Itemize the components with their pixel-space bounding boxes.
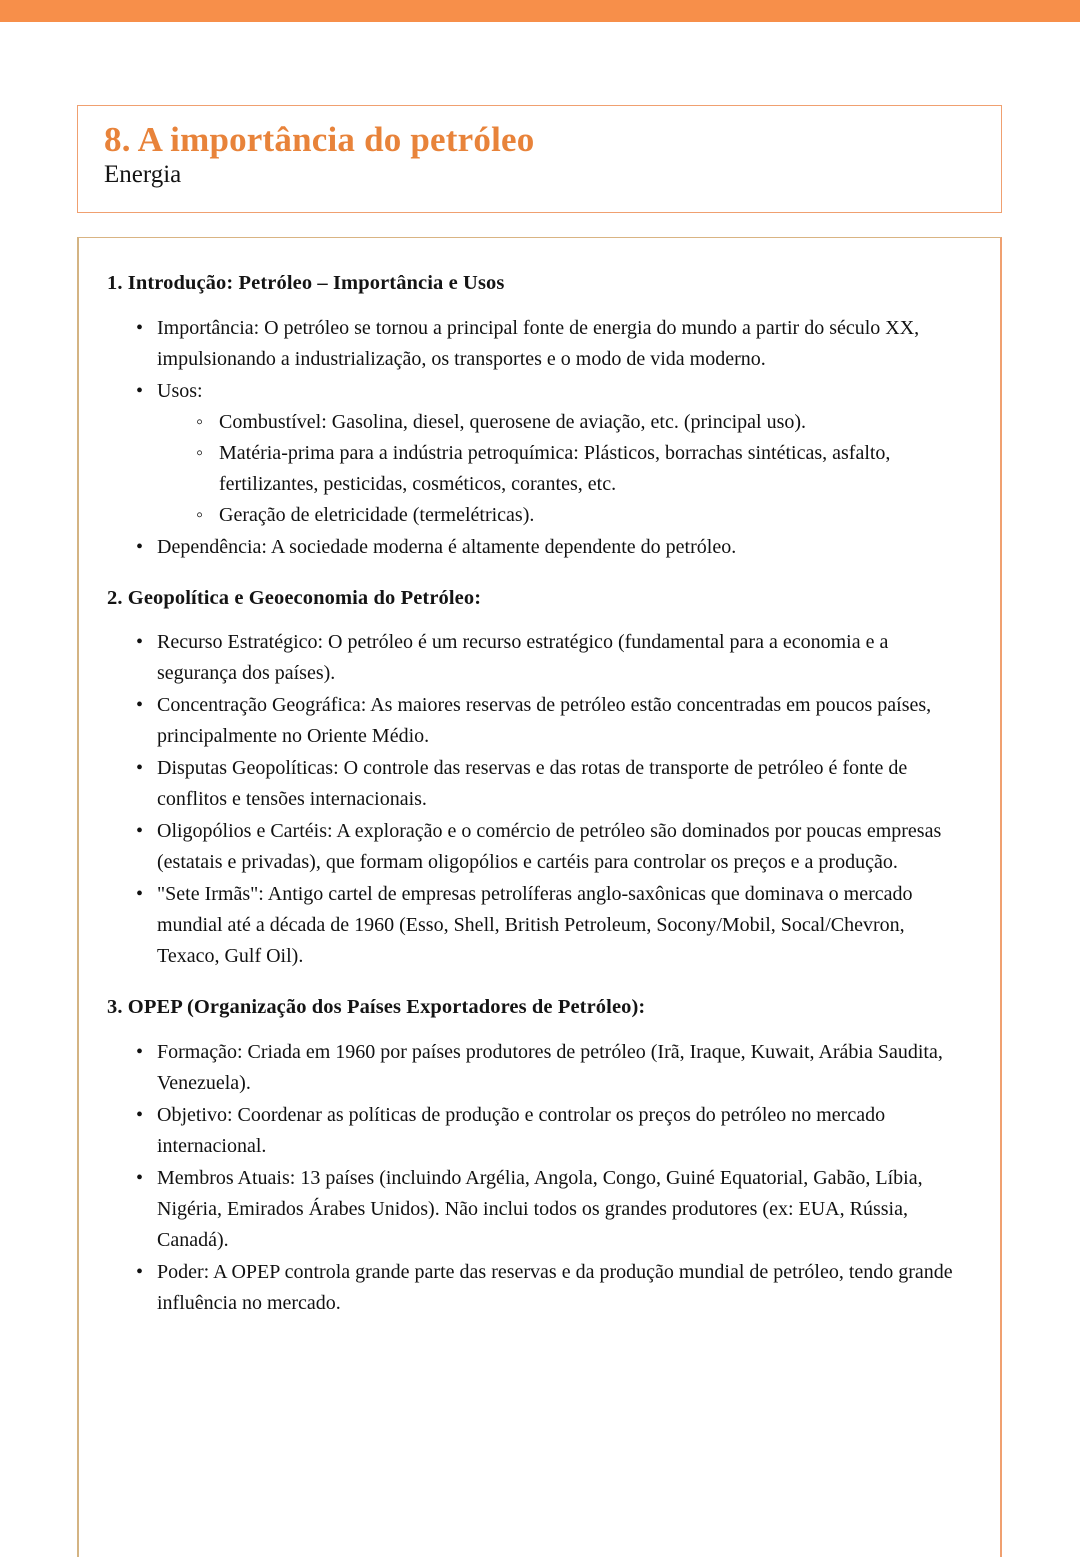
list-item bbox=[133, 313, 970, 375]
list-item bbox=[133, 1037, 970, 1099]
content-card bbox=[77, 237, 1002, 1557]
list-item-text: • Disputas Geopolíticas: O controle das reservas e das rotas de transporte de petróleo é fonte de conflitos e tensões internacionais. bbox=[157, 753, 970, 815]
document-page bbox=[0, 22, 1080, 1528]
list-item-text: • Concentração Geográfica: As maiores reservas de petróleo estão concentradas em poucos países, principalmente no Oriente Médio. bbox=[157, 690, 970, 752]
list-item bbox=[133, 690, 970, 752]
top-accent-bar bbox=[0, 0, 1080, 22]
list-item-text: • Membros Atuais: 13 países (incluindo Argélia, Angola, Congo, Guiné Equatorial, Gabão, Líbia, Nigéria, Emirados Árabes Unidos). Não inclui todos os grandes produtores (ex: EUA, Rússia, Canadá). bbox=[157, 1163, 970, 1256]
page-title: 8. A importância do petróleo bbox=[104, 120, 535, 159]
list-item-text: • Recurso Estratégico: O petróleo é um recurso estratégico (fundamental para a economia e a segurança dos países). bbox=[157, 627, 970, 689]
bullet-list bbox=[107, 1037, 970, 1319]
list-item bbox=[133, 1100, 970, 1162]
list-item-text: • Usos: bbox=[157, 376, 970, 407]
list-item-text: • Importância: O petróleo se tornou a principal fonte de energia do mundo a partir do século XX, impulsionando a industrialização, os transportes e o modo de vida moderno. bbox=[157, 313, 970, 375]
sub-list-item: ◦ Geração de eletricidade (termelétricas). bbox=[195, 500, 970, 531]
section-heading: 2. Geopolítica e Geoeconomia do Petróleo: bbox=[107, 586, 482, 609]
list-item-text: • Oligopólios e Cartéis: A exploração e o comércio de petróleo são dominados por poucas empresas (estatais e privadas), que formam oligopólios e cartéis para controlar os preços e a produção. bbox=[157, 816, 970, 878]
section-1 bbox=[107, 270, 970, 563]
bullet-list bbox=[107, 313, 970, 563]
list-item bbox=[133, 879, 970, 972]
list-item-text: • "Sete Irmãs": Antigo cartel de empresas petrolíferas anglo-saxônicas que dominava o mercado mundial até a década de 1960 (Esso, Shell, British Petroleum, Socony/Mobil, Socal/Chevron, Texaco, Gulf Oil). bbox=[157, 879, 970, 972]
page-subtitle: Energia bbox=[104, 161, 182, 189]
section-heading: 1. Introdução: Petróleo – Importância e Usos bbox=[107, 272, 505, 294]
list-item bbox=[133, 1163, 970, 1256]
list-item bbox=[133, 753, 970, 815]
sub-bullet-list bbox=[157, 407, 970, 531]
list-item bbox=[133, 1257, 970, 1319]
list-item bbox=[133, 816, 970, 878]
list-item-text: • Poder: A OPEP controla grande parte das reservas e da produção mundial de petróleo, tendo grande influência no mercado. bbox=[157, 1257, 970, 1319]
section-heading: 3. OPEP (Organização dos Países Exportadores de Petróleo): bbox=[107, 996, 646, 1019]
list-item bbox=[133, 376, 970, 531]
list-item-text: • Formação: Criada em 1960 por países produtores de petróleo (Irã, Iraque, Kuwait, Arábia Saudita, Venezuela). bbox=[157, 1037, 970, 1099]
section-3 bbox=[107, 994, 970, 1319]
section-2 bbox=[107, 585, 970, 973]
list-item-text: • Objetivo: Coordenar as políticas de produção e controlar os preços do petróleo no mercado internacional. bbox=[157, 1100, 970, 1162]
list-item-text: • Dependência: A sociedade moderna é altamente dependente do petróleo. bbox=[157, 532, 970, 563]
list-item bbox=[133, 627, 970, 689]
sub-list-item: ◦ Matéria-prima para a indústria petroquímica: Plásticos, borrachas sintéticas, asfalto, fertilizantes, pesticidas, cosméticos, corantes, etc. bbox=[195, 438, 970, 500]
title-card bbox=[77, 105, 1002, 213]
bullet-list bbox=[107, 627, 970, 972]
sub-list-item: ◦ Combustível: Gasolina, diesel, querosene de aviação, etc. (principal uso). bbox=[195, 407, 970, 438]
list-item bbox=[133, 532, 970, 563]
